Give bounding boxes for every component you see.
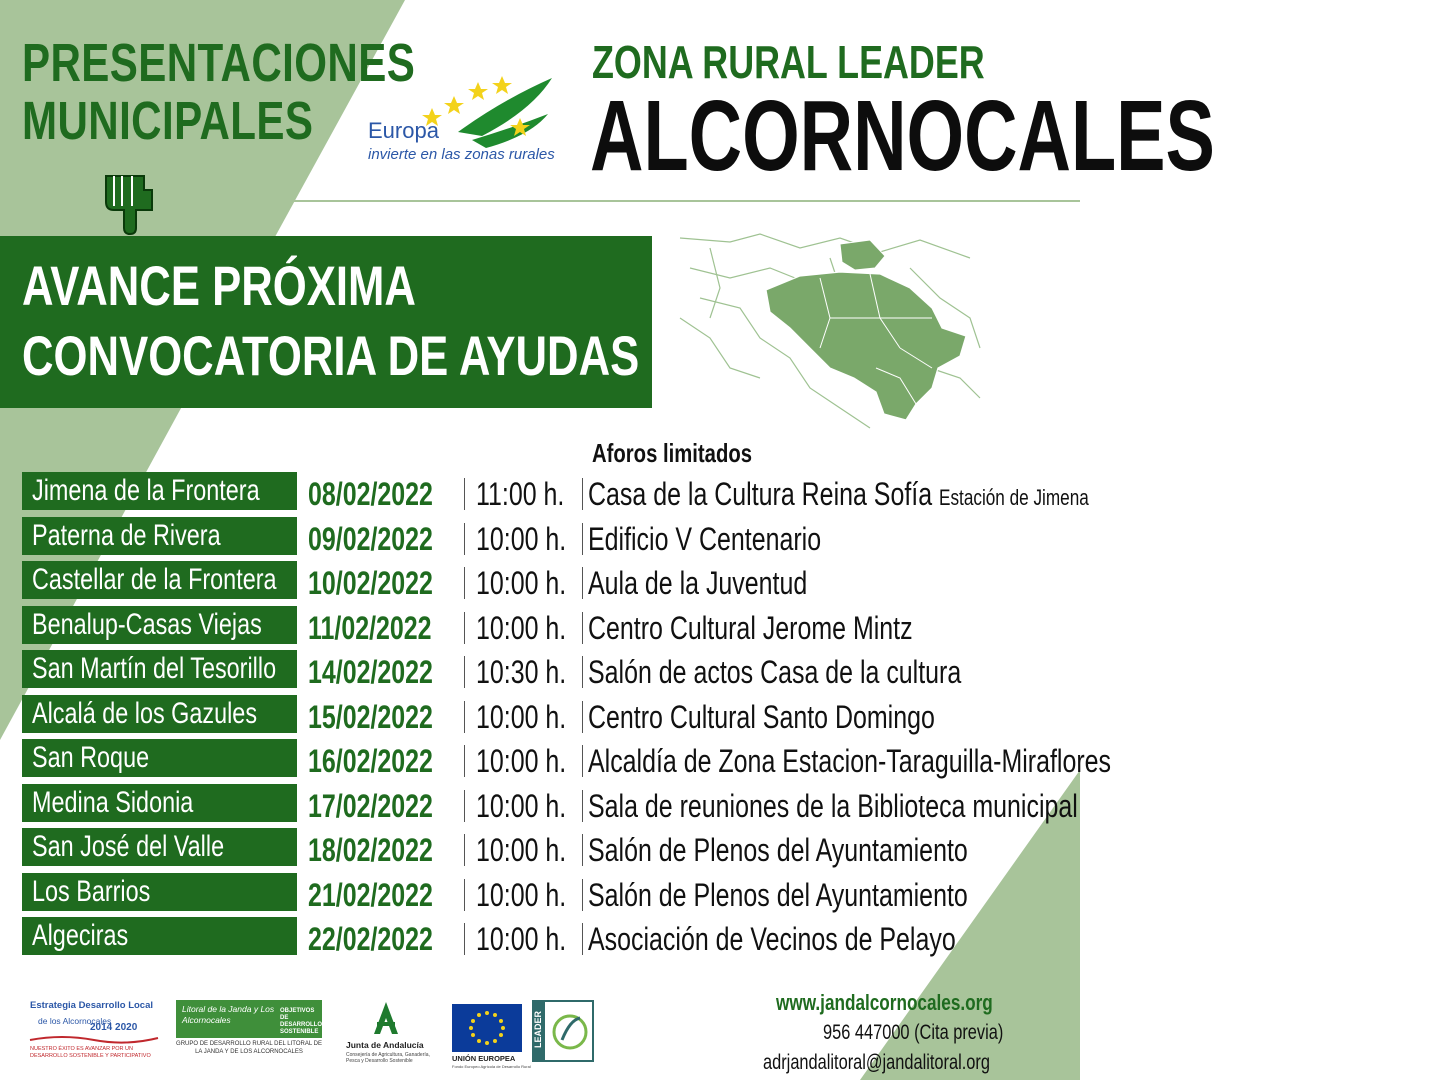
venue-name: Casa de la Cultura Reina Sofía bbox=[588, 476, 933, 512]
europa-tagline: invierte en las zonas rurales bbox=[368, 146, 555, 163]
event-date: 11/02/2022 bbox=[308, 609, 432, 646]
schedule-row bbox=[22, 472, 1089, 517]
event-venue bbox=[588, 608, 1004, 648]
column-separator bbox=[464, 923, 465, 955]
town-name: Algeciras bbox=[22, 917, 297, 955]
event-time: 10:30 h. bbox=[476, 654, 567, 690]
column-separator bbox=[464, 879, 465, 911]
column-separator bbox=[582, 879, 583, 911]
event-time: 10:00 h. bbox=[476, 698, 567, 735]
email-link[interactable]: adrjandalitoral@jandalitoral.org bbox=[763, 1051, 990, 1074]
eu-flag-icon bbox=[452, 1004, 522, 1052]
schedule-row bbox=[22, 828, 1080, 873]
event-venue bbox=[588, 474, 1230, 518]
column-separator bbox=[464, 834, 465, 866]
column-separator bbox=[582, 701, 583, 733]
event-time: 10:00 h. bbox=[476, 743, 567, 779]
town-name: Alcalá de los Gazules bbox=[22, 695, 297, 733]
schedule-row bbox=[22, 917, 1080, 962]
event-venue bbox=[588, 697, 1033, 737]
schedule-row bbox=[22, 517, 1080, 562]
edl-wave-icon bbox=[30, 1034, 158, 1044]
junta-andalucia-logo: Junta de Andalucía Consejería de Agricultura, Ganadería, Pesca y Desarrollo Sostenible bbox=[340, 1000, 436, 1072]
town-name: San Martín del Tesorillo bbox=[22, 650, 297, 688]
zona-rural-title: ZONA RURAL LEADER bbox=[592, 36, 985, 88]
schedule-table bbox=[22, 472, 1112, 962]
column-separator bbox=[464, 567, 465, 599]
schedule-row bbox=[22, 784, 1080, 829]
event-venue bbox=[588, 519, 887, 559]
venue-name: Alcaldía de Zona Estacion-Taraguilla-Miraflores bbox=[588, 743, 1112, 779]
venue-note: Estación de Jimena bbox=[939, 485, 1089, 510]
column-separator bbox=[582, 612, 583, 644]
event-venue bbox=[588, 563, 869, 603]
column-separator bbox=[464, 612, 465, 644]
town-name: Los Barrios bbox=[22, 873, 297, 911]
town-name: Jimena de la Frontera bbox=[22, 472, 297, 510]
banner-line-2: CONVOCATORIA DE AYUDAS bbox=[22, 324, 640, 387]
gdr-logo: Litoral de la Janda y Los Alcornocales OBJETIVOS DE DESARROLLO SOSTENIBLE GRUPO DE DESARROLLO RURAL DEL LITORAL DE LA JANDA Y DE LOS ALCORNOCALES bbox=[176, 1000, 322, 1062]
column-separator bbox=[464, 790, 465, 822]
venue-name: Edificio V Centenario bbox=[588, 520, 822, 557]
event-date: 16/02/2022 bbox=[308, 743, 433, 779]
column-separator bbox=[582, 790, 583, 822]
header-divider bbox=[280, 200, 1080, 202]
schedule-row bbox=[22, 695, 1080, 740]
venue-name: Sala de reuniones de la Biblioteca municipal bbox=[588, 787, 1078, 824]
schedule-row bbox=[22, 561, 1080, 606]
event-time: 10:00 h. bbox=[476, 832, 567, 868]
event-time: 10:00 h. bbox=[476, 787, 567, 824]
event-time: 10:00 h. bbox=[476, 876, 567, 913]
event-date: 10/02/2022 bbox=[308, 565, 433, 601]
aforos-limitados: Aforos limitados bbox=[592, 438, 753, 468]
venue-name: Salón de Plenos del Ayuntamiento bbox=[588, 832, 968, 868]
event-venue bbox=[588, 741, 1259, 781]
schedule-row bbox=[22, 606, 1080, 651]
edl-logo: Estrategia Desarrollo Local de los Alcornocales 2014 2020 NUESTRO ÉXITO ES AVANZAR POR UN DESARROLLO SOSTENIBLE Y PARTICIPATIVO bbox=[30, 1000, 158, 1072]
venue-name: Salón de actos Casa de la cultura bbox=[588, 654, 962, 690]
column-separator bbox=[582, 745, 583, 777]
event-date: 15/02/2022 bbox=[308, 698, 433, 735]
event-date: 21/02/2022 bbox=[308, 876, 433, 913]
leader-logo bbox=[532, 1000, 594, 1062]
column-separator bbox=[464, 701, 465, 733]
website-link[interactable]: www.jandalcornocales.org bbox=[776, 990, 993, 1015]
pointing-hand-icon bbox=[100, 170, 162, 236]
schedule-row bbox=[22, 739, 1112, 784]
event-time: 10:00 h. bbox=[476, 609, 567, 646]
venue-name: Centro Cultural Jerome Mintz bbox=[588, 609, 913, 646]
event-venue bbox=[588, 919, 1059, 959]
contact-block bbox=[763, 988, 1054, 1078]
event-date: 17/02/2022 bbox=[308, 787, 433, 824]
event-date: 18/02/2022 bbox=[308, 832, 433, 868]
venue-name: Asociación de Vecinos de Pelayo bbox=[588, 921, 956, 957]
town-name: Paterna de Rivera bbox=[22, 517, 297, 555]
column-separator bbox=[582, 656, 583, 688]
schedule-row bbox=[22, 650, 1080, 695]
column-separator bbox=[582, 567, 583, 599]
event-time: 10:00 h. bbox=[476, 921, 567, 957]
town-name: Benalup-Casas Viejas bbox=[22, 606, 297, 644]
svg-text:LEADER: LEADER bbox=[533, 1010, 543, 1048]
event-venue bbox=[588, 786, 1216, 826]
convocatoria-banner bbox=[0, 236, 652, 408]
venue-name: Salón de Plenos del Ayuntamiento bbox=[588, 876, 968, 913]
phone-number: 956 447000 (Cita previa) bbox=[822, 1021, 1004, 1044]
venue-name: Aula de la Juventud bbox=[588, 565, 808, 601]
event-date: 08/02/2022 bbox=[308, 476, 433, 512]
venue-name: Centro Cultural Santo Domingo bbox=[588, 698, 935, 735]
schedule-row bbox=[22, 873, 1080, 918]
eu-logo: UNIÓN EUROPEA Fondo Europeo Agrícola de Desarrollo Rural bbox=[452, 1000, 524, 1072]
junta-andalucia-emblem-icon bbox=[368, 1000, 404, 1036]
column-separator bbox=[582, 523, 583, 555]
alcornocales-title: ALCORNOCALES bbox=[590, 80, 1215, 192]
event-venue bbox=[588, 830, 1075, 870]
event-venue bbox=[588, 875, 1075, 915]
event-time: 10:00 h. bbox=[476, 520, 567, 557]
presentaciones-title: PRESENTACIONES MUNICIPALES bbox=[22, 33, 416, 151]
banner-line-1: AVANCE PRÓXIMA bbox=[22, 254, 416, 317]
column-separator bbox=[582, 923, 583, 955]
event-time: 11:00 h. bbox=[476, 476, 565, 512]
column-separator bbox=[464, 478, 465, 510]
column-separator bbox=[464, 745, 465, 777]
column-separator bbox=[582, 478, 583, 510]
column-separator bbox=[464, 523, 465, 555]
region-map bbox=[670, 228, 990, 438]
event-date: 14/02/2022 bbox=[308, 654, 433, 690]
event-date: 22/02/2022 bbox=[308, 921, 433, 957]
column-separator bbox=[582, 834, 583, 866]
europa-word: Europa bbox=[368, 118, 439, 143]
event-venue bbox=[588, 652, 1067, 692]
town-name: Medina Sidonia bbox=[22, 784, 297, 822]
event-date: 09/02/2022 bbox=[308, 520, 433, 557]
town-name: San José del Valle bbox=[22, 828, 297, 866]
column-separator bbox=[464, 656, 465, 688]
town-name: Castellar de la Frontera bbox=[22, 561, 297, 599]
event-time: 10:00 h. bbox=[476, 565, 567, 601]
town-name: San Roque bbox=[22, 739, 297, 777]
